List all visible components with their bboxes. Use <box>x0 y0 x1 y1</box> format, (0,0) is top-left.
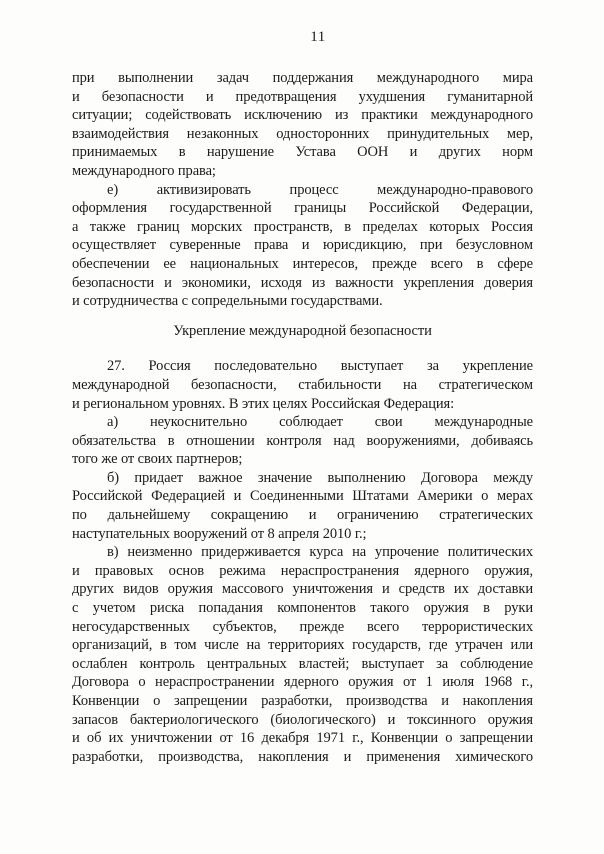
text-line: с учетом риска попадания компонентов такого оружия в руки <box>72 600 533 617</box>
text-line: наступательных вооружений от 8 апреля 2010 г.; <box>72 525 367 542</box>
text-line: б) придает важное значение выполнению Договора между <box>107 469 533 486</box>
text-line: разработки, производства, накопления и применения химического <box>72 748 533 765</box>
text-line: обязательства в отношении контроля над вооружениями, добиваясь <box>72 432 533 449</box>
text-line: негосударственных субъектов, прежде всего террористических <box>72 618 533 635</box>
text-line: по дальнейшему сокращению и ограничению стратегических <box>72 507 533 524</box>
text-block <box>72 69 533 766</box>
text-line: и правовых основ режима нераспространения ядерного оружия, <box>72 562 533 579</box>
text-line: ситуации; содействовать исключению из практики международного <box>72 107 533 124</box>
section-heading: Укрепление международной безопасности <box>173 322 432 339</box>
text-line: в) неизменно придерживается курса на упрочение политических <box>107 544 533 561</box>
text-line: международной безопасности, стабильности на стратегическом <box>72 376 533 393</box>
paragraph <box>72 181 533 311</box>
text-line: обеспечении ее национальных интересов, прежде всего в сфере <box>72 255 533 272</box>
paragraph <box>72 69 533 181</box>
text-line: Договора о нераспространении ядерного оружия от 1 июля 1968 г., <box>72 674 533 691</box>
text-line: ослаблен контроль центральных властей; выступает за соблюдение <box>72 655 533 672</box>
paragraph <box>72 469 533 543</box>
text-line: и сотрудничества с сопредельными государствами. <box>72 293 383 310</box>
text-line: того же от своих партнеров; <box>72 451 243 468</box>
text-line: организаций, в том числе на территориях государств, где утрачен или <box>72 637 533 654</box>
text-line: и об их уничтожении от 16 декабря 1971 г., Конвенции о запрещении <box>72 730 533 747</box>
text-line: и региональном уровнях. В этих целях Российская Федерация: <box>72 395 455 412</box>
paragraph <box>72 543 533 766</box>
text-line: международного права; <box>72 162 216 179</box>
text-line: е) активизировать процесс международно-правового <box>107 181 533 198</box>
page-number: 11 <box>310 29 326 45</box>
text-line: других видов оружия массового уничтожения и средств их доставки <box>72 581 533 598</box>
text-line: а) неукоснительно соблюдает свои международные <box>107 414 533 431</box>
text-line: и безопасности и предотвращения ухудшения гуманитарной <box>72 88 533 105</box>
text-line: Конвенции о запрещении разработки, производства и накопления <box>72 693 533 709</box>
paragraph <box>72 413 533 469</box>
text-line: взаимодействия незаконных односторонних принудительных мер, <box>72 125 533 142</box>
text-line: Российской Федерацией и Соединенными Штатами Америки о мерах <box>72 488 533 505</box>
text-line: 27. Россия последовательно выступает за укрепление <box>107 358 533 375</box>
text-line: безопасности и экономики, исходя из важности укрепления доверия <box>72 274 533 291</box>
paragraph <box>72 357 533 413</box>
text-line: осуществляет суверенные права и юрисдикцию, при безусловном <box>72 237 533 254</box>
text-line: а также границ морских пространств, в пределах которых Россия <box>72 218 533 235</box>
text-line: при выполнении задач поддержания международного мира <box>72 70 533 86</box>
text-line: запасов бактериологического (биологического) и токсинного оружия <box>72 711 533 728</box>
text-line: принимаемых в нарушение Устава ООН и других норм <box>72 144 533 161</box>
text-line: оформления государственной границы Российской Федерации, <box>72 200 533 217</box>
